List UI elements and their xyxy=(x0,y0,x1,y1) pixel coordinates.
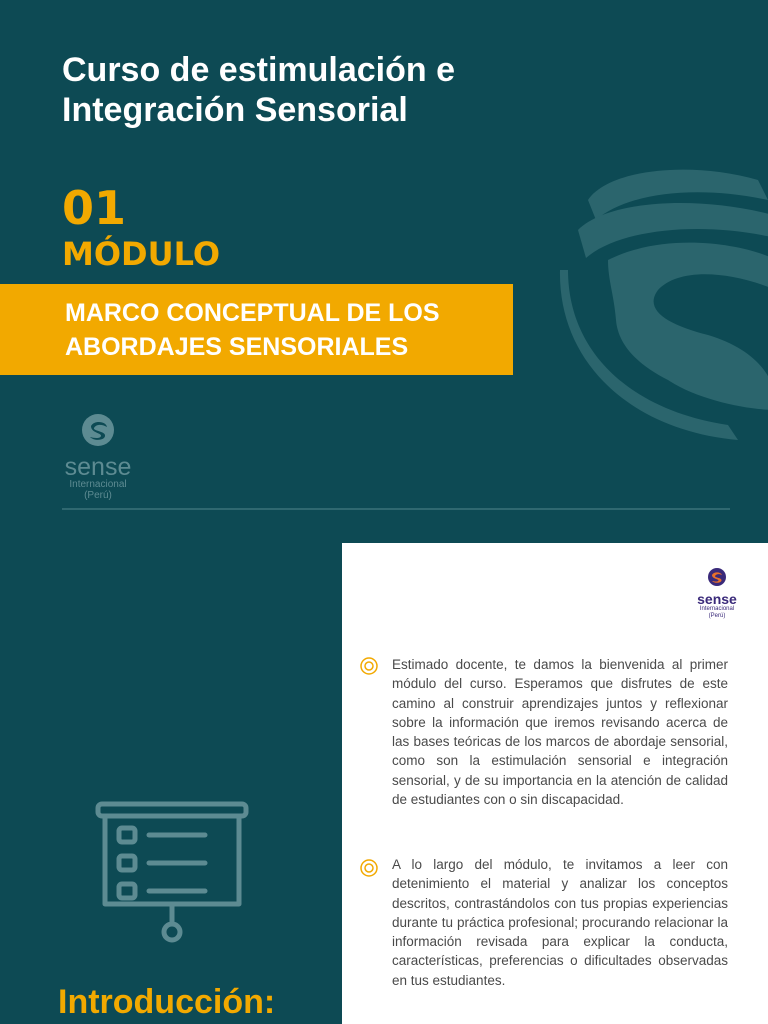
intro-paragraph-2: A lo largo del módulo, te invitamos a leer con detenimiento el material y analizar los conceptos descritos, contrastándolos con tus propias experiencias durante tu práctica profesional; procurando relacionar la información revisada para explicar la conducta, características, preferencias o dificultades observadas en tus estudiantes. xyxy=(392,857,728,988)
sense-logo-dark xyxy=(58,412,138,502)
bullet-circle-icon xyxy=(360,657,378,675)
sense-logo-icon xyxy=(707,567,727,587)
module-title xyxy=(65,296,440,364)
bullet-circle-icon xyxy=(360,859,378,877)
intro-paragraph-1: Estimado docente, te damos la bienvenida al primer módulo del curso. Esperamos que disfrutes de este camino al construir aprendizajes juntos y reflexionar sobre la información que iremos revisando acerca de las bases teóricas de los marcos de abordaje sensorial, como son la estimulación sensorial e integración sensorial, y de su importancia en la atención de calidad de estudiantes con o sin discapacidad. xyxy=(392,657,728,808)
module-number: 01 xyxy=(62,181,127,235)
sense-logo-icon xyxy=(80,412,116,448)
logo-subtitle: Internacional xyxy=(69,479,127,490)
sense-logo-light xyxy=(692,567,742,620)
module-title-line-2: ABORDAJES SENSORIALES xyxy=(65,333,409,361)
logo-country: (Perú) xyxy=(84,490,112,501)
module-title-line-1: MARCO CONCEPTUAL DE LOS xyxy=(65,299,440,327)
course-title xyxy=(62,50,582,130)
intro-card xyxy=(342,543,768,1024)
logo-name: sense xyxy=(697,591,737,607)
module-title-banner xyxy=(0,284,513,375)
logo-country: (Perú) xyxy=(708,613,726,619)
course-title-line-2: Integración Sensorial xyxy=(62,91,408,129)
logo-subtitle: Internacional xyxy=(699,606,735,612)
background-swirl-graphic xyxy=(548,140,768,440)
logo-name: sense xyxy=(64,453,132,481)
course-title-line-1: Curso de estimulación e xyxy=(62,51,455,89)
introduction-heading: Introducción: xyxy=(58,983,276,1021)
module-label: MÓDULO xyxy=(62,235,221,273)
divider xyxy=(62,508,730,510)
presentation-board-icon xyxy=(95,800,251,945)
